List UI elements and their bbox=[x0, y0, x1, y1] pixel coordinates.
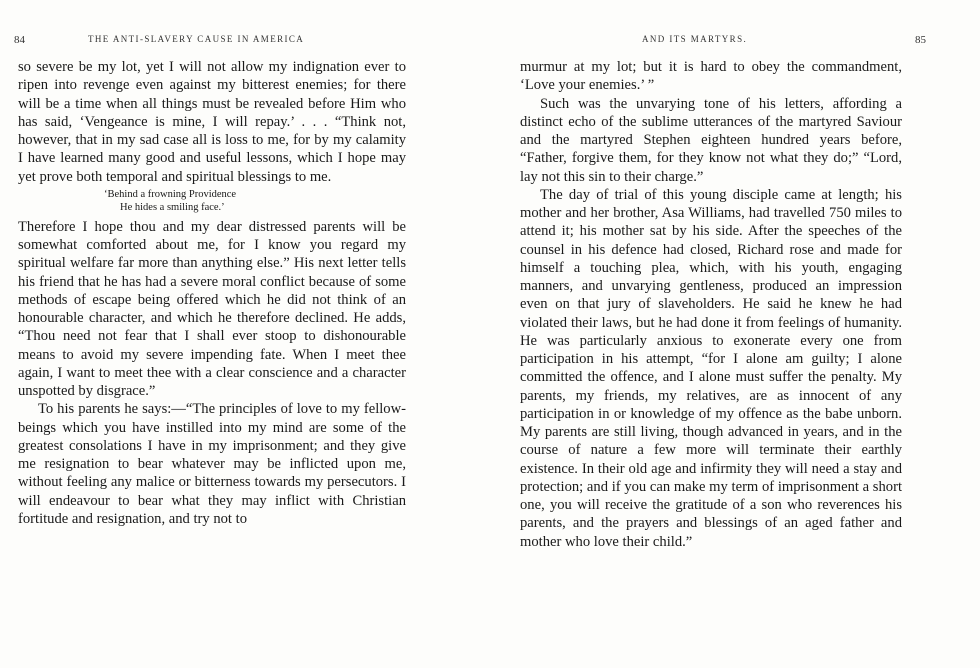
right-paragraph-2: Such was the unvarying tone of his letters, affording a distinct echo of the sublime utterances of the martyred Saviour and the martyred Stephen eighteen hundred years before, “Father, forgive them, for they know not what they do;” “Lord, lay not this sin to their charge.” bbox=[520, 95, 902, 185]
left-running-title: THE ANTI-SLAVERY CAUSE IN AMERICA bbox=[88, 34, 305, 44]
right-running-title: AND ITS MARTYRS. bbox=[642, 34, 748, 44]
verse-line-2: He hides a smiling face.’ bbox=[120, 201, 225, 213]
left-paragraph-3: To his parents he says:—“The principles of love to my fellow-beings which you have instilled into my mind are some of the greatest consolations I have in my imprisonment; and they give me resignation to bear whatever may be inflicted upon me, without feeling any malice or bitterness towards my persecutors. I will endeavour to bear what they may inflict with Christian fortitude and resignation, and try not to bbox=[18, 401, 406, 527]
right-body-text bbox=[520, 58, 902, 551]
verse-line-1: ‘Behind a frowning Providence bbox=[104, 188, 237, 200]
left-paragraph-1: so severe be my lot, yet I will not allow my indignation ever to ripen into revenge even against my bitterest enemies; for there will be a time when all things must be revealed before Him who has said, ‘Vengeance is mine, I will repay.’ . . . “Think not, however, that in my sad case all is loss to me, for by my calamity I have learned many good and useful lessons, which I hope may yet prove both temporal and spiritual blessings to me. bbox=[18, 59, 406, 185]
right-paragraph-1: murmur at my lot; but it is hard to obey the commandment, ‘Love your enemies.’ ” bbox=[520, 59, 902, 94]
left-body-text bbox=[18, 58, 406, 528]
right-page bbox=[490, 0, 980, 668]
verse-quote bbox=[104, 188, 406, 214]
left-paragraph-2: Therefore I hope thou and my dear distressed parents will be somewhat comforted about me, for I know you regard my spiritual welfare far more than anything else.” His next letter tells his friend that he has had a severe moral conflict because of some methods of escape being offered which he did not think of an honourable character, and which he therefore declined. He adds, “Thou need not fear that I shall ever stoop to dishonourable means to avoid my severe impending fate. When I meet thee again, I want to meet thee with a clear conscience and a character unspotted by disgrace.” bbox=[18, 218, 406, 399]
right-paragraph-3: The day of trial of this young disciple came at length; his mother and her brother, Asa Williams, had travelled 750 miles to attend it; his mother sat by his side. After the speeches of the counsel in his defence had closed, Richard rose and made for himself a touching plea, which, with his youth, engaging manners, and unvarying gentleness, produced an impression even on that jury of slaveholders. He said he knew he had violated their laws, but he had done it from feelings of humanity. He was particularly anxious to exonerate every one from participation in his attempt, “for I alone am guilty; I alone committed the offence, and I alone must suffer the penalty. My parents, my friends, my relatives, are as innocent of any participation in or knowledge of my offence as the babe unborn. My parents are still living, though advanced in years, and in the course of nature a few more will terminate their earthly existence. In their old age and infirmity they will need a stay and protection; and if you can make my term of imprisonment a short one, you will receive the gratitude of a son who reverences his parents, and the prayers and blessings of an aged father and mother who love their child.” bbox=[520, 186, 902, 550]
left-running-head bbox=[14, 34, 406, 48]
left-page-number: 84 bbox=[14, 34, 25, 46]
right-running-head bbox=[518, 34, 926, 48]
right-page-number: 85 bbox=[915, 34, 926, 46]
